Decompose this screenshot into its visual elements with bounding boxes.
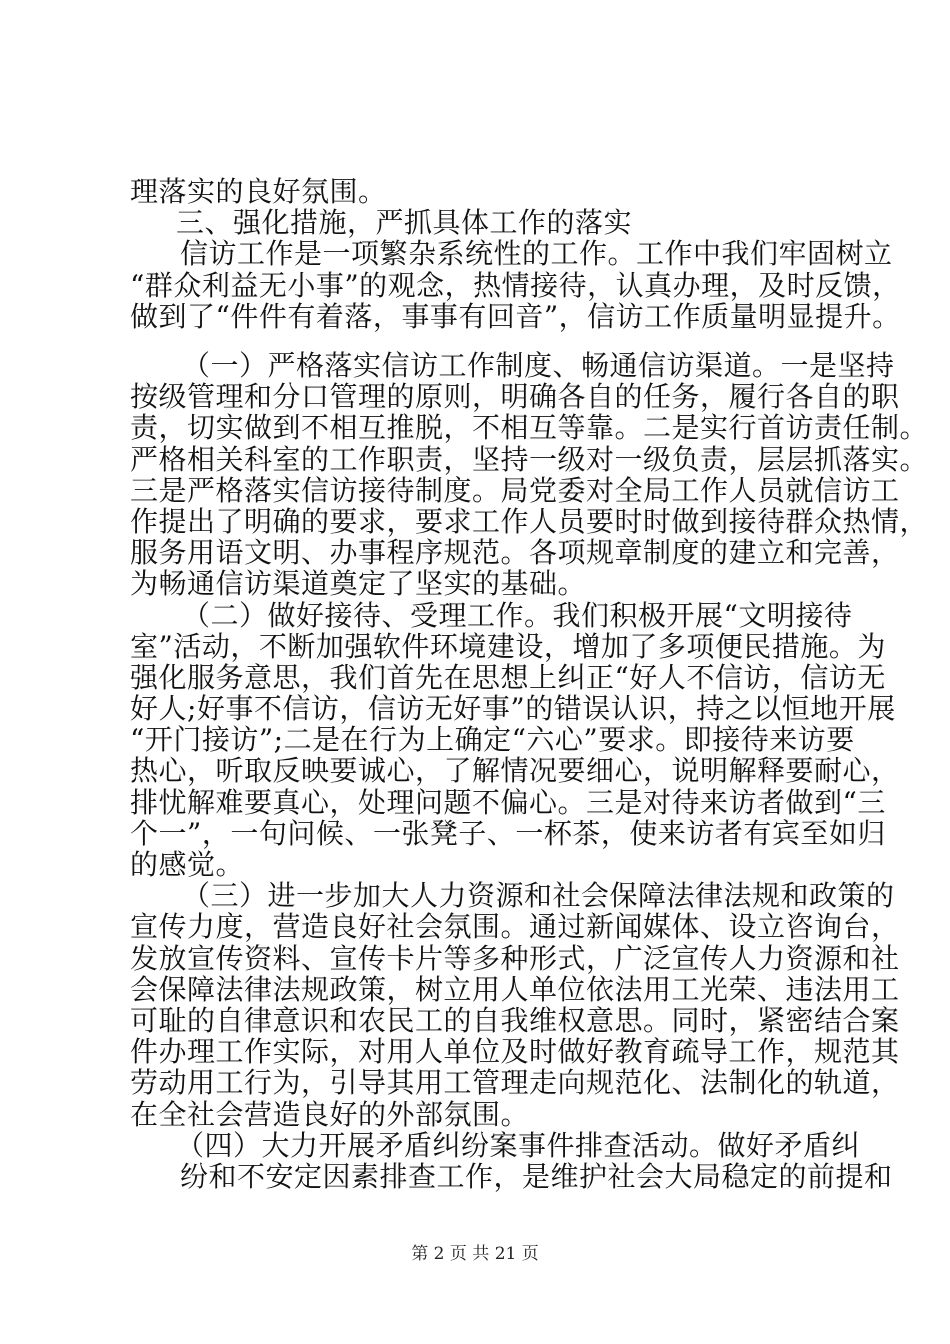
subsection-heading: （一）严格落实信访工作制度、畅通信访渠道。一是坚持 (182, 349, 895, 382)
text-line: 强化服务意思，我们首先在思想上纠正“好人不信访，信访无 (130, 661, 886, 694)
section-heading: 三、强化措施，严抓具体工作的落实 (176, 206, 633, 239)
text-line: “开门接访”;二是在行为上确定“六心”要求。即接待来访要 (130, 723, 855, 756)
subsection-heading: （三）进一步加大人力资源和社会保障法律法规和政策的 (182, 879, 895, 912)
text-line: “群众利益无小事”的观念，热情接待，认真办理，及时反馈， (130, 269, 901, 302)
subsection-heading: （二）做好接待、受理工作。我们积极开展“文明接待 (182, 599, 853, 632)
text-line: 服务用语文明、办事程序规范。各项规章制度的建立和完善， (130, 536, 900, 569)
text-line: 严格相关科室的工作职责，坚持一级对一级负责，层层抓落实。 (130, 443, 929, 476)
text-line: 排忧解难要真心，处理问题不偏心。三是对待来访者做到“三 (130, 786, 886, 819)
text-line: 在全社会营造良好的外部氛围。 (130, 1098, 530, 1131)
text-line: 三是严格落实信访接待制度。局党委对全局工作人员就信访工 (130, 474, 900, 507)
text-line: 劳动用工行为，引导其用工管理走向规范化、法制化的轨道， (130, 1066, 900, 1099)
text-line: 好人;好事不信访，信访无好事”的错误认识，持之以恒地开展 (130, 692, 896, 725)
text-line: 为畅通信访渠道奠定了坚实的基础。 (130, 567, 587, 600)
text-line: 的感觉。 (130, 848, 245, 881)
subsection-heading: （四）大力开展矛盾纠纷案事件排查活动。做好矛盾纠 (176, 1129, 861, 1162)
text-line: 件办理工作实际，对用人单位及时做好教育疏导工作，规范其 (130, 1035, 900, 1068)
text-line: 信访工作是一项繁杂系统性的工作。工作中我们牢固树立 (180, 237, 893, 270)
text-line: 纷和不安定因素排查工作，是维护社会大局稳定的前提和 (180, 1160, 893, 1193)
text-line: 做到了“件件有着落，事事有回音”，信访工作质量明显提升。 (130, 300, 901, 333)
text-line: 理落实的良好氛围。 (130, 175, 387, 208)
text-line: 作提出了明确的要求，要求工作人员要时时做到接待群众热情， (130, 505, 929, 538)
text-line: 热心，听取反映要诚心，了解情况要细心，说明解释要耐心， (130, 754, 900, 787)
text-line: 责，切实做到不相互推脱，不相互等靠。二是实行首访责任制。 (130, 411, 929, 444)
page-footer: 第 2 页 共 21 页 (411, 1244, 539, 1264)
text-line: 个一”，一句问候、一张凳子、一杯茶，使来访者有宾至如归 (130, 817, 886, 850)
text-line: 室”活动，不断加强软件环境建设，增加了多项便民措施。为 (130, 630, 886, 663)
text-line: 可耻的自律意识和农民工的自我维权意思。同时，紧密结合案 (130, 1004, 900, 1037)
text-line: 按级管理和分口管理的原则，明确各自的任务，履行各自的职 (130, 380, 900, 413)
text-line: 宣传力度，营造良好社会氛围。通过新闻媒体、设立咨询台， (130, 910, 900, 943)
text-line: 会保障法律法规政策，树立用人单位依法用工光荣、违法用工 (130, 973, 900, 1006)
text-line: 发放宣传资料、宣传卡片等多种形式，广泛宣传人力资源和社 (130, 942, 900, 975)
